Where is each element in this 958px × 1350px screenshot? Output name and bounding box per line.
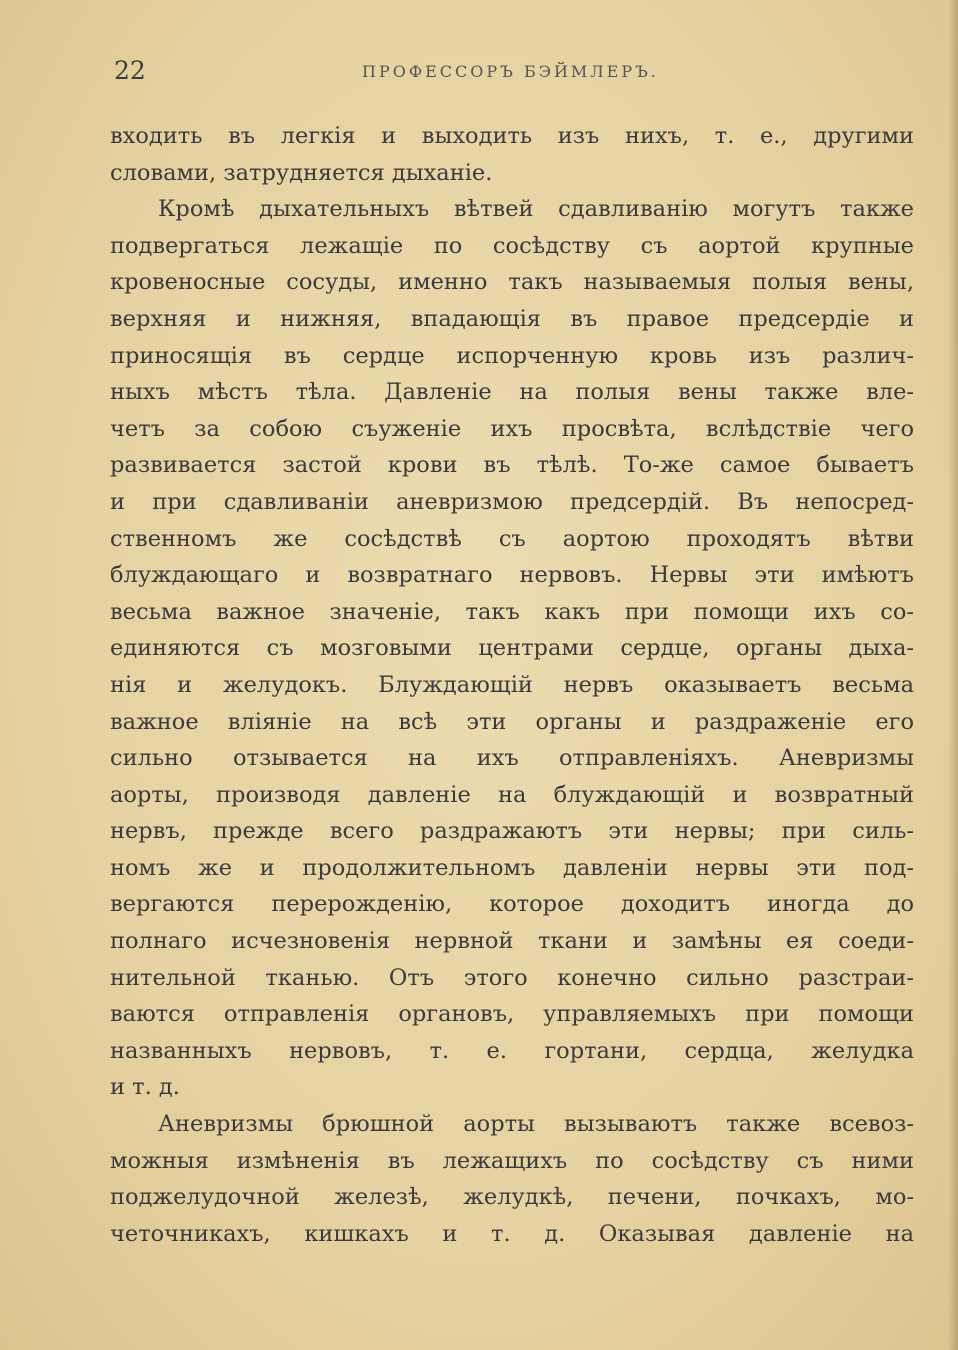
text-line: словами, затрудняется дыханіе. <box>110 159 493 186</box>
text-line: ственномъ же сосѣдствѣ съ аортою проходятъ вѣтви <box>110 525 914 552</box>
text-line: четъ за собою съуженіе ихъ просвѣта, вслѣдствіе чего <box>110 415 914 442</box>
text-line: развивается застой крови въ тѣлѣ. То-же самое бываетъ <box>110 452 914 479</box>
text-line: четочникахъ, кишкахъ и т. д. Оказывая давленіе на <box>110 1220 914 1247</box>
text-line: важное вліяніе на всѣ эти органы и раздраженіе его <box>110 708 914 735</box>
text-line: ныхъ мѣстъ тѣла. Давленіе на полыя вены также вле- <box>110 379 914 406</box>
text-line: можныя измѣненія въ лежащихъ по сосѣдству съ ними <box>110 1147 914 1174</box>
text-line: названныхъ нервовъ, т. е. гортани, сердца, желудка <box>110 1037 914 1064</box>
text-line: единяются съ мозговыми центрами сердце, органы дыха- <box>110 635 914 662</box>
text-line: нія и желудокъ. Блуждающій нервъ оказываетъ весьма <box>110 671 914 698</box>
text-line: блуждающаго и возвратнаго нервовъ. Нервы эти имѣютъ <box>110 562 914 589</box>
text-line: полнаго исчезновенія нервной ткани и замѣны ея соеди- <box>110 928 914 955</box>
text-line: верхняя и нижняя, впадающія въ правое предсердіе и <box>110 305 914 332</box>
text-line: кровеносные сосуды, именно такъ называемыя полыя вены, <box>110 269 914 296</box>
page-edge-shadow <box>948 0 958 1350</box>
text-line: нительной тканью. Отъ этого конечно сильно разстраи- <box>110 964 914 991</box>
text-line: весьма важное значеніе, такъ какъ при помощи ихъ со- <box>110 598 914 625</box>
text-line: и при сдавливаніи аневризмою предсердій. Въ непосред- <box>110 488 914 515</box>
text-line: Аневризмы брюшной аорты вызываютъ также всевоз- <box>158 1111 914 1138</box>
text-line: поджелудочной железѣ, желудкѣ, печени, почкахъ, мо- <box>110 1184 914 1211</box>
text-line: номъ же и продолжительномъ давленіи нервы эти под- <box>110 854 914 881</box>
text-line: приносящія въ сердце испорченную кровь изъ различ- <box>110 342 914 369</box>
text-line: нервъ, прежде всего раздражаютъ эти нервы; при силь- <box>110 818 914 845</box>
text-line: сильно отзывается на ихъ отправленіяхъ. Аневризмы <box>110 745 914 772</box>
text-line: аорты, производя давленіе на блуждающій и возвратный <box>110 781 914 808</box>
text-line: вергаются перерожденію, которое доходитъ иногда до <box>110 891 914 918</box>
page-header <box>110 56 910 86</box>
body-text <box>110 118 914 1252</box>
text-line: Кромѣ дыхательныхъ вѣтвей сдавливанію могутъ также <box>158 196 914 223</box>
page-number: 22 <box>114 56 146 85</box>
text-line: и т. д. <box>110 1074 180 1101</box>
text-line: ваются отправленія органовъ, управляемыхъ при помощи <box>110 1001 914 1028</box>
text-line: входить въ легкія и выходить изъ нихъ, т. е., другими <box>110 123 914 149</box>
running-title: ПРОФЕССОРЪ БЭЙМЛЕРЪ. <box>362 62 659 81</box>
text-line: подвергаться лежащіе по сосѣдству съ аортой крупные <box>110 232 914 259</box>
